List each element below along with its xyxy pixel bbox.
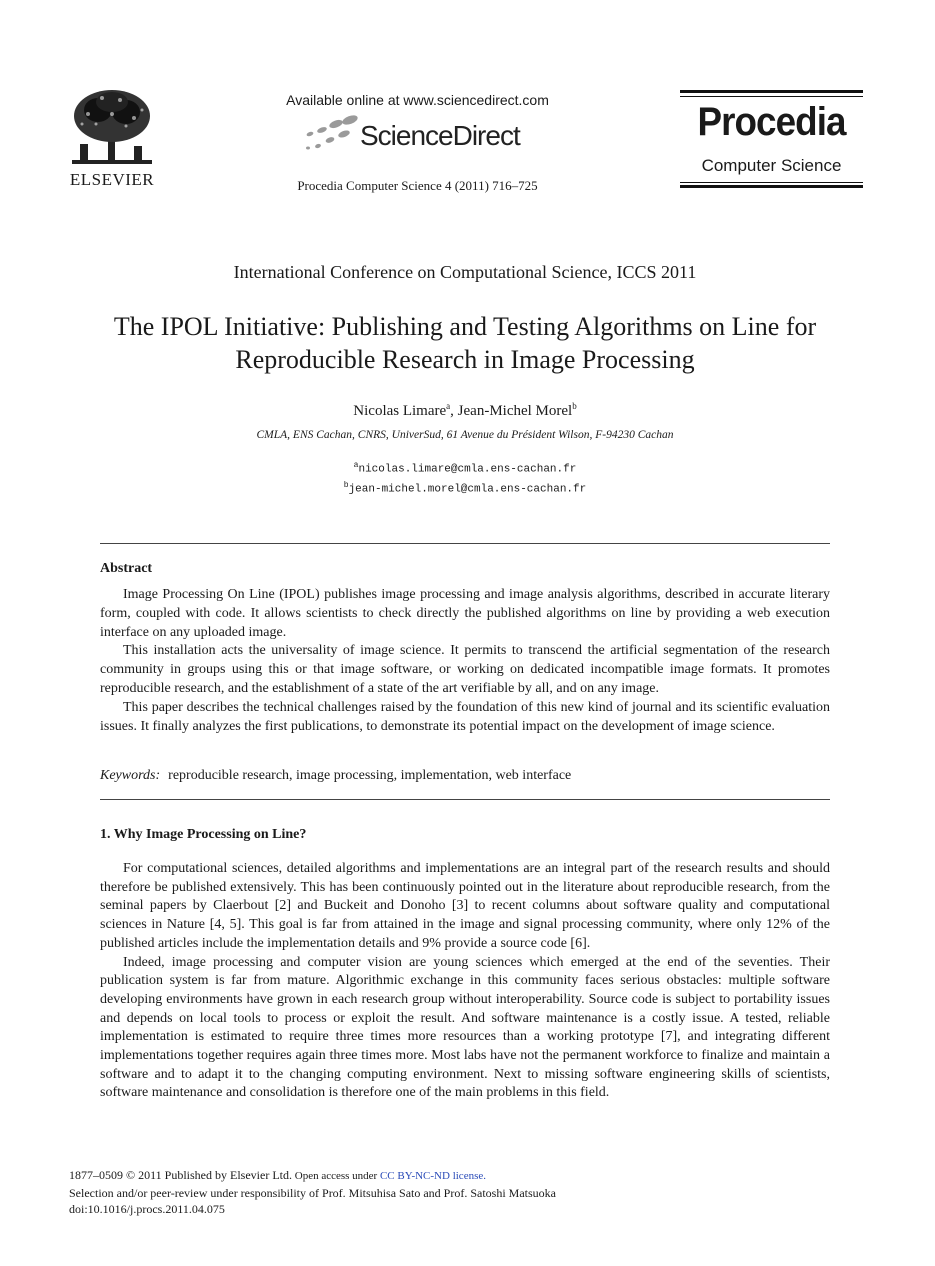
conference-name: International Conference on Computational Science, ICCS 2011 — [233, 262, 697, 282]
procedia-logo — [680, 90, 863, 190]
email-list — [100, 458, 830, 497]
section-paragraph: For computational sciences, detailed algorithms and implementations are an integral part of the research results and should therefore be published extensively. This has been continuously pointed out in the literature about reproducible research, from the seminal papers by Claerbout [2] and Buckeit and Donoho [3] to recent columns about software quality and computational sciences in Nature [4, 5]. This goal is far from attained in the image and signal processing community, where only 12% of the published articles include the implementation details and 9% provide a source code [6]. — [100, 861, 830, 951]
copyright-line — [69, 1167, 869, 1185]
elsevier-logo — [64, 88, 160, 192]
procedia-subtitle: Computer Science — [701, 156, 842, 175]
email-address[interactable]: nicolas.limare@cmla.ens-cachan.fr — [358, 463, 577, 476]
sciencedirect-wordmark: ScienceDirect — [360, 120, 520, 151]
page-footer — [69, 1167, 869, 1218]
author-name: Nicolas Limare — [353, 403, 447, 419]
paper-title — [90, 310, 840, 376]
author-affiliation-mark: a — [446, 401, 451, 411]
author-affiliation-mark: b — [572, 401, 577, 411]
paper-title-line-1: The IPOL Initiative: Publishing and Testing Algorithms on Line for — [113, 312, 817, 341]
email-line — [100, 458, 830, 478]
procedia-rule-top-thin — [680, 96, 863, 97]
abstract-paragraph: Image Processing On Line (IPOL) publishes image processing and image analysis algorithms, described in accurate literary form, coupled with code. It allows scientists to check directly the published algorithms on line by providing a web execution interface on any uploaded image. — [100, 587, 830, 640]
elsevier-tree-icon — [68, 88, 156, 168]
procedia-rule-top — [680, 90, 863, 93]
abstract-paragraph: This paper describes the technical challenges raised by the foundation of this new kind of journal and its scientific evaluation issues. It finally analyzes the first publications, to demonstrate its potential impact on the development of image science. — [100, 699, 830, 734]
abstract-heading: Abstract — [100, 561, 153, 576]
publisher-name: ELSEVIER — [69, 170, 155, 189]
procedia-rule-bottom-thin — [680, 182, 863, 183]
section-paragraph: Indeed, image processing and computer vision are young sciences which emerged at the end of the seventies. Their publication system is far from mature. Algorithmic exchange in this community faces serious obstacles: multiple software developing environments have grown in each research group without interoperability. Source code is subject to portability issues and depends on local tools to process or exploit the result. And software maintenance is a costly issue. A tested, reliable implementation is estimated to require three times more resources than a working prototype [7], and integrating different implementations together requires again three times more. Most labs have not the permanent workforce to finalize and maintain a software and to adapt it to the changing computing environment. Next to missing software engineering skills of scientists, software maintenance and consolidation is therefore one of the main problems in this field. — [100, 954, 830, 1101]
procedia-title: Procedia — [697, 100, 846, 144]
abstract-bottom-rule — [100, 799, 830, 800]
affiliation: CMLA, ENS Cachan, CNRS, UniverSud, 61 Avenue du Président Wilson, F-94230 Cachan — [256, 429, 674, 441]
issn-copyright: 1877–0509 © 2011 Published by Elsevier Ltd. — [69, 1168, 292, 1182]
sciencedirect-dots-icon — [300, 114, 362, 154]
author-list — [100, 401, 830, 420]
email-mark: a — [353, 461, 359, 470]
journal-reference: Procedia Computer Science 4 (2011) 716–725 — [297, 178, 538, 193]
section-heading: 1. Why Image Processing on Line? — [100, 827, 307, 842]
abstract-paragraph: This installation acts the universality of image science. It permits to transcend the artificial segmentation of the research community in groups using this or that image software, or working on dedicated incompatible image formats. It promotes reproducible research, and the establishment of a state of the art verifiable by all, and on any image. — [100, 643, 830, 696]
peer-review-line: Selection and/or peer-review under responsibility of Prof. Mitsuhisa Sato and Prof. Satoshi Matsuoka — [69, 1185, 557, 1200]
author-name: Jean-Michel Morel — [457, 403, 573, 419]
paper-title-line-2: Reproducible Research in Image Processing — [235, 345, 695, 374]
abstract-top-rule — [100, 543, 830, 544]
sciencedirect-logo — [300, 112, 540, 156]
section-body — [100, 860, 830, 1103]
author-separator: , — [450, 403, 458, 419]
email-line — [100, 478, 830, 498]
open-access-text: Open access under — [292, 1170, 380, 1182]
keywords — [100, 768, 830, 784]
keywords-list: reproducible research, image processing, implementation, web interface — [168, 768, 572, 783]
available-online-text[interactable]: Available online at www.sciencedirect.com — [286, 92, 549, 108]
email-mark: b — [343, 480, 349, 490]
keywords-label: Keywords: — [100, 768, 161, 783]
doi[interactable]: doi:10.1016/j.procs.2011.04.075 — [69, 1202, 225, 1216]
email-address[interactable]: jean-michel.morel@cmla.ens-cachan.fr — [348, 483, 587, 496]
license-link[interactable]: CC BY-NC-ND license. — [379, 1170, 486, 1182]
procedia-rule-bottom — [680, 185, 863, 188]
abstract-body — [100, 586, 830, 736]
